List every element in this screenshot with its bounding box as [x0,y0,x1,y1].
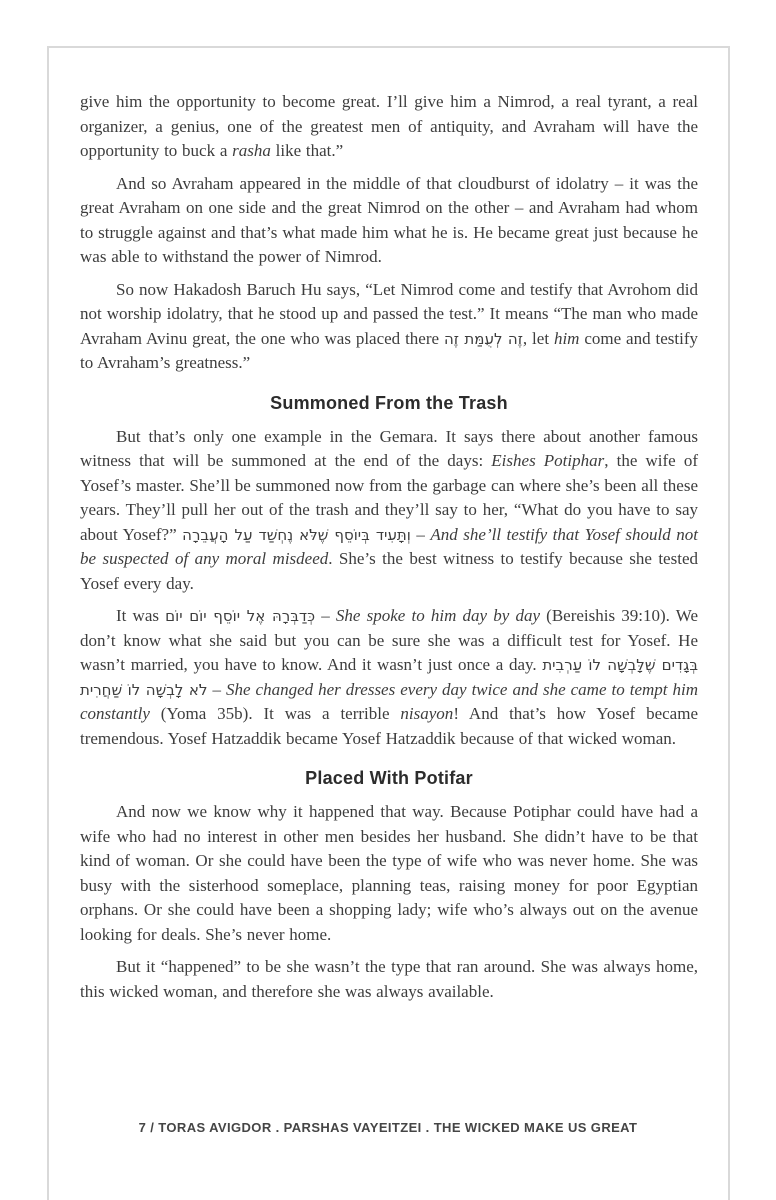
italic-text: Eishes Potiphar [491,451,605,470]
body-text: It was [116,606,166,625]
hebrew-text: כְּדַבְּרָהּ אֶל יוֹסֵף יוֹם יוֹם [165,607,316,625]
footer-text: 7 / TORAS AVIGDOR . PARSHAS VAYEITZEI . THE WICKED MAKE US GREAT [138,1120,638,1135]
italic-text: him [553,328,580,348]
paragraph [80,278,698,376]
paragraph [80,604,698,751]
paragraph [80,955,698,1004]
italic-text: She spoke to him day by day [335,606,541,625]
body-text: And now we know why it happened that way. Because Potiphar could have had a wife who had no interest in other men besides her husband. She didn’t have to be that kind of woman. Or she could have been the type of wife who was never home. She was busy with the sisterhood someplace, planning teas, raising money for poor Egyptian orphans. Or she could have been a shopping lady; wife who’s always out on the avenue looking for deals. She’s never home. [80,802,698,944]
article-body [49,48,728,1004]
paragraph [80,425,698,597]
body-text: But that’s only one example in the Gemara. It says there about another famous witness that will be summoned at the end of the days: [80,426,698,470]
body-text: – [315,606,336,625]
body-text: – [207,679,226,699]
body-text: come and testify to Avraham’s greatness.” [80,328,698,372]
body-text: . She’s the best witness to testify because she tested Yosef every day. [80,549,698,593]
italic-text: She changed her dresses every day twice and she came to tempt him constantly [80,679,698,723]
section-heading: Placed With Potifar [305,768,473,788]
section-heading: Summoned From the Trash [270,392,508,413]
body-text: , let [522,328,554,348]
paragraph [80,172,698,270]
body-text: ! And that’s how Yosef became tremendous. Yosef Hatzaddik became Yosef Hatzaddik because of that wicked woman. [80,704,698,748]
hebrew-text: בְּגָדִים שֶׁלָּבְשָׁה לוֹ עַרְבִית לֹא לָבְשָׁה לוֹ שַׁחֲרִית [80,656,698,699]
body-text: , the wife of Yosef’s master. She’ll be summoned now from the garbage can where she’s been all these years. They’ll pull her out of the trash and they’ll say to her, “What do you have to say about Yosef?” [80,451,698,544]
page-footer [0,1120,776,1135]
italic-text: And she’ll testify that Yosef should not be suspected of any moral misdeed [80,524,698,568]
italic-text: nisayon [400,704,454,723]
body-text: And so Avraham appeared in the middle of that cloudburst of idolatry – it was the great Avraham on one side and the great Nimrod on the other – and Avraham had whom to struggle against and that’s what made him what he is. He became great just because he was able to withstand the power of Nimrod. [80,173,698,266]
hebrew-text: וְתָּעִיד בְּיוֹסֵף שֶׁלֹּא נֶחְשַׁד עַל הָעֲבֵרָה [182,525,411,544]
body-text: So now Hakadosh Baruch Hu says, “Let Nimrod come and testify that Avrohom did not worship idolatry, that he stood up and passed the test.” It means “The man who made Avraham Avinu great, the one who was placed there [80,279,698,348]
paragraph [80,800,698,947]
italic-text: rasha [232,141,271,160]
body-text: give him the opportunity to become great. I’ll give him a Nimrod, a real tyrant, a real organizer, a genius, one of the greatest men of antiquity, and Avraham will have the opportunity to buck a [80,92,698,160]
body-text: (Bereishis 39:10). We don’t know what she said but you can be sure she was a difficult test for Yosef. He wasn’t married, you have to know. And it wasn’t just once a day. [80,606,698,674]
body-text: (Yoma 35b). It was a terrible [149,704,401,723]
page-frame [47,46,730,1200]
body-text: But it “happened” to be she wasn’t the type that ran around. She was always home, this wicked woman, and therefore she was always available. [80,957,698,1001]
hebrew-text: זֶה לְעֻמַּת זֶה [443,329,523,348]
body-text: like that.” [270,141,344,160]
paragraph [80,90,698,164]
body-text: – [410,524,431,544]
